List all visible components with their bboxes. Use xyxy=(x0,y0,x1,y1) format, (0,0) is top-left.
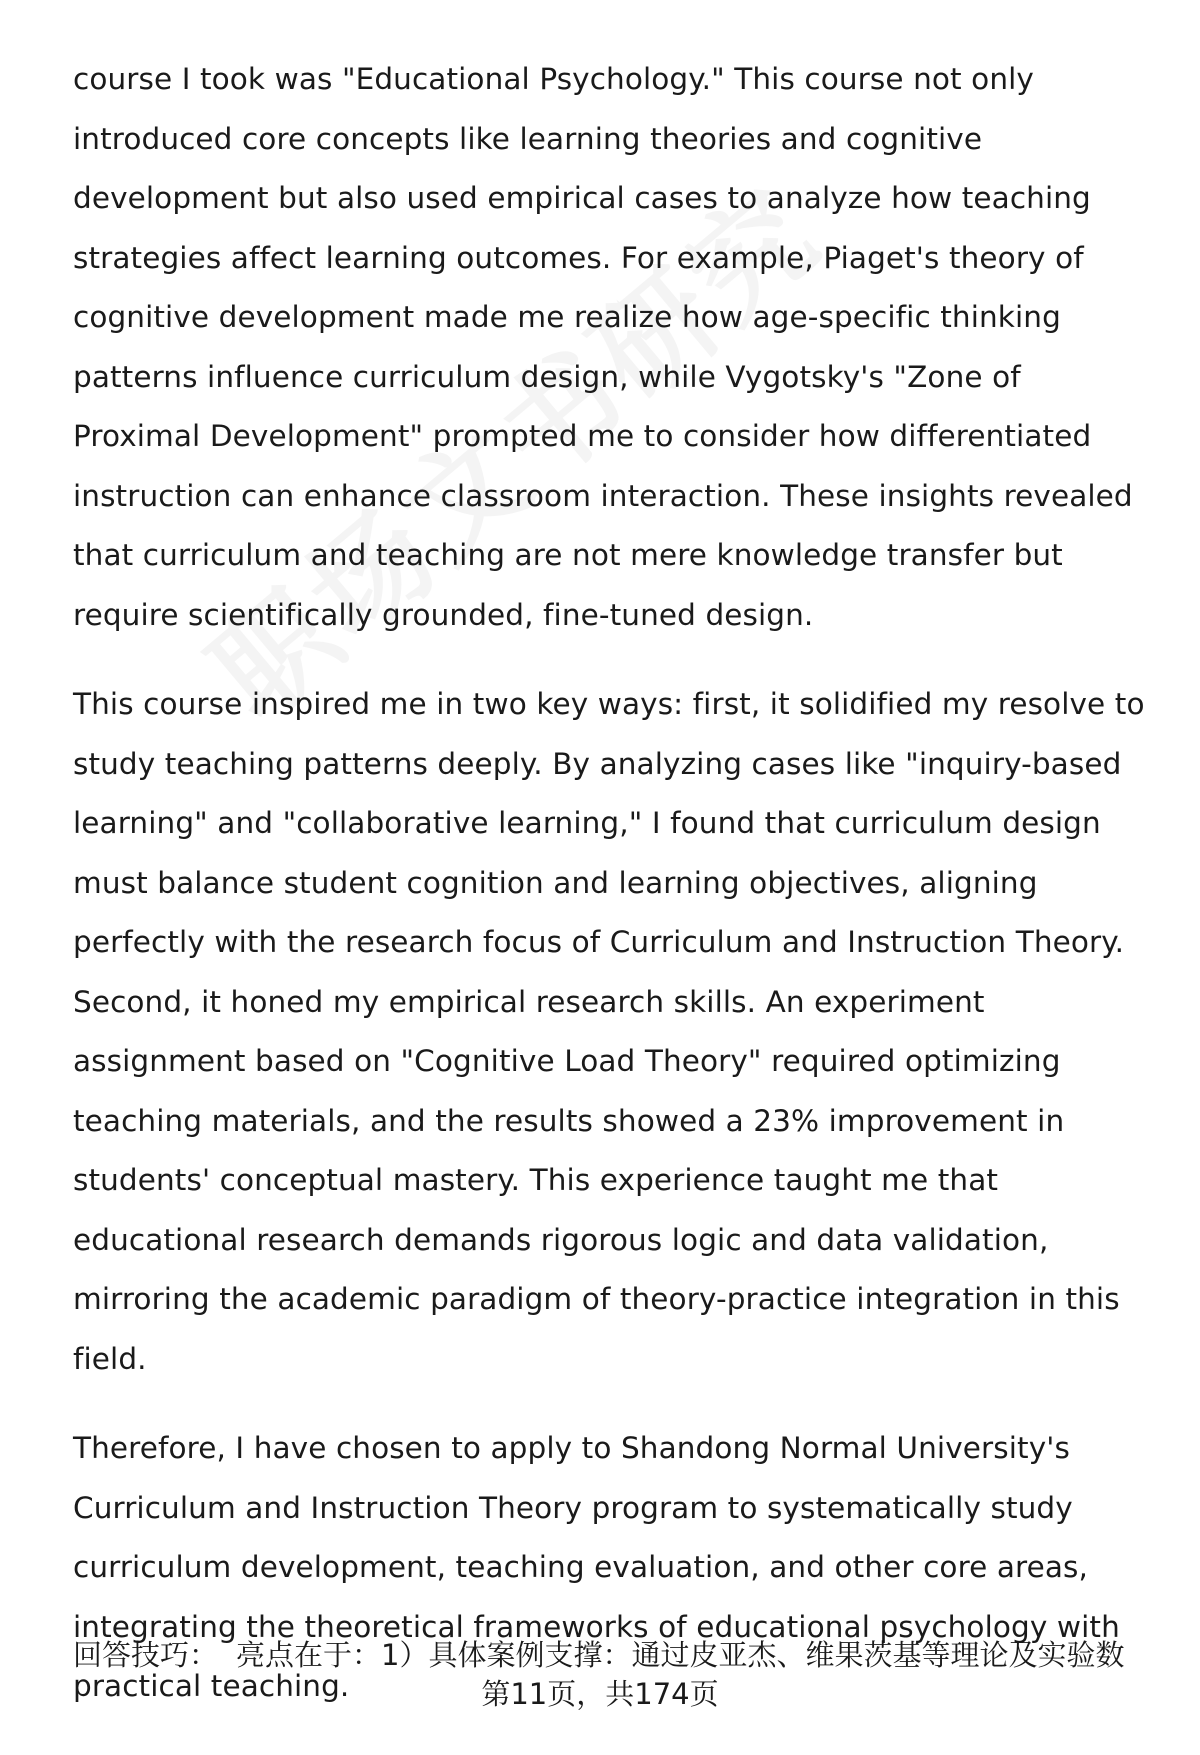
answer-tip xyxy=(73,1635,1153,1675)
document-body xyxy=(73,50,1153,1747)
paragraph-1: course I took was "Educational Psychology." This course not only introduced core concepts like learning theories and cognitive development but also used empirical cases to analyze how teaching strategies affect learning outcomes. For example, Piaget's theory of cognitive development made me realize how age-specific thinking patterns influence curriculum design, while Vygotsky's "Zone of Proximal Development" prompted me to consider how differentiated instruction can enhance classroom interaction. These insights revealed that curriculum and teaching are not mere knowledge transfer but require scientifically grounded, fine-tuned design. xyxy=(73,62,1133,632)
page-number: 第11页，共174页 xyxy=(481,1677,719,1711)
paragraph-3: Therefore, I have chosen to apply to Shandong Normal University's Curriculum and Instruction Theory program to systematically study curriculum development, teaching evaluation, and other core areas, integrating the theoretical frameworks of educational psychology with practical teaching. xyxy=(73,1431,1120,1703)
paragraph-2: This course inspired me in two key ways: first, it solidified my resolve to study teaching patterns deeply. By analyzing cases like "inquiry-based learning" and "collaborative learning," I found that curriculum design must balance student cognition and learning objectives, aligning perfectly with the research focus of Curriculum and Instruction Theory. Second, it honed my empirical research skills. An experiment assignment based on "Cognitive Load Theory" required optimizing teaching materials, and the results showed a 23% improvement in students' conceptual mastery. This experience taught me that educational research demands rigorous logic and data validation, mirroring the academic paradigm of theory-practice integration in this field. xyxy=(73,687,1145,1376)
answer-tip-label: 回答技巧： xyxy=(73,1638,219,1672)
answer-tip-text: 亮点在于：1）具体案例支撑：通过皮亚杰、维果茨基等理论及实验数 xyxy=(236,1638,1125,1672)
